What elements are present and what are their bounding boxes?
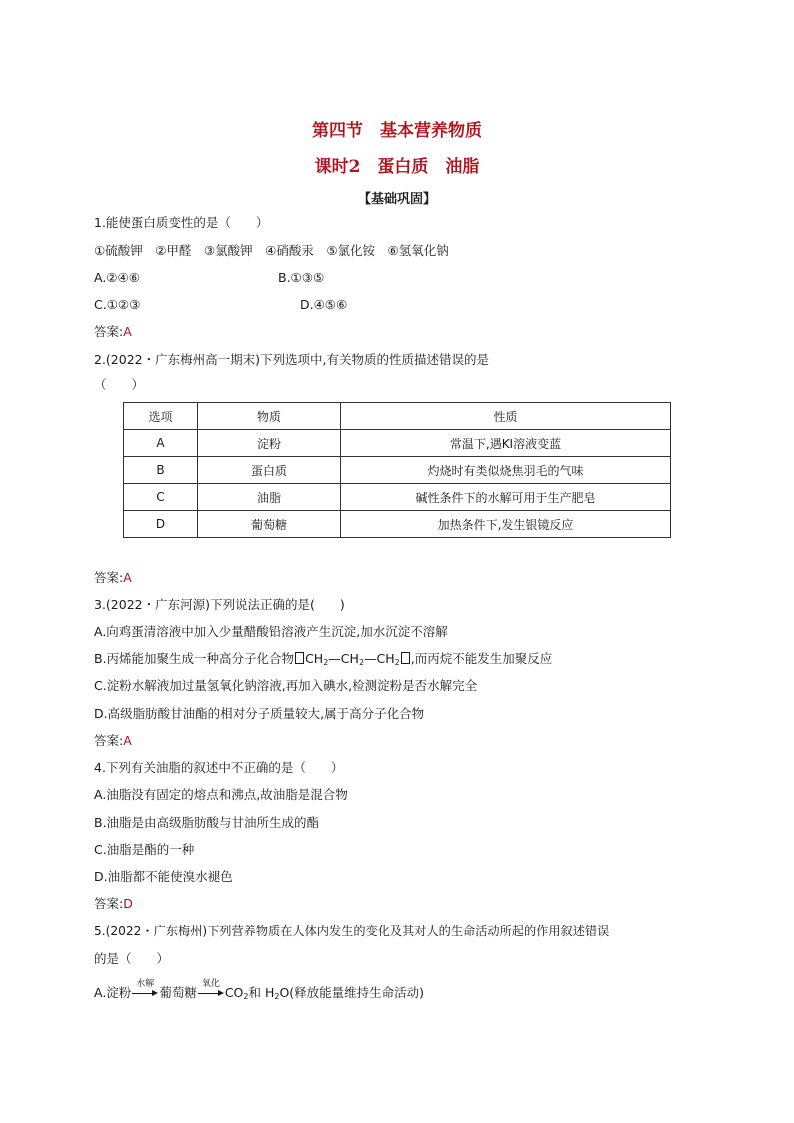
- reaction-arrow-icon: [131, 979, 159, 1001]
- q3-option-d: D.高级脂肪酸甘油酯的相对分子质量较大,属于高分子化合物: [94, 706, 425, 721]
- q4-option-c: C.油脂是酯的一种: [94, 842, 195, 857]
- table-cell: B: [124, 457, 198, 484]
- properties-table: [123, 402, 671, 538]
- q5-option-a: [94, 979, 425, 1001]
- q3-option-b-tail: ,而丙烷不能发生加聚反应: [410, 651, 553, 666]
- answer-value: D: [123, 896, 133, 911]
- q1-option-d: D.④⑤⑥: [300, 297, 348, 312]
- table-header: 性质: [341, 403, 671, 430]
- q4-answer: [94, 896, 133, 912]
- q5-stem-line1: 5.(2022・广东梅州)下列营养物质在人体内发生的变化及其对人的生命活动所起的作用叙述错误: [94, 924, 610, 938]
- table-header: 物质: [198, 403, 341, 430]
- q5-option-a-text: A.淀粉: [94, 985, 132, 1000]
- table-row: [124, 511, 671, 538]
- q3-option-a: A.向鸡蛋清溶液中加入少量醋酸铅溶液产生沉淀,加水沉淀不溶解: [94, 624, 448, 639]
- answer-label: 答案:: [94, 896, 124, 911]
- table-cell: 加热条件下,发生银镜反应: [341, 511, 671, 538]
- q3-option-b-text: B.丙烯能加聚生成一种高分子化合物: [94, 651, 295, 666]
- subscript: 2: [323, 658, 329, 667]
- q2-paren: （ ）: [94, 377, 145, 392]
- q4-stem: 4.下列有关油脂的叙述中不正确的是（ ）: [94, 760, 344, 775]
- q1-option-a: A.②④⑥: [94, 270, 140, 285]
- q2-stem: 2.(2022・广东梅州高一期末)下列选项中,有关物质的性质描述错误的是: [94, 352, 489, 367]
- bracket-box-icon: [295, 652, 304, 664]
- table-cell: D: [124, 511, 198, 538]
- q3-option-c: C.淀粉水解液加过量氢氧化钠溶液,再加入碘水,检测淀粉是否水解完全: [94, 678, 478, 693]
- q3-answer: [94, 733, 132, 749]
- q4-option-b: B.油脂是由高级脂肪酸与甘油所生成的酯: [94, 815, 320, 830]
- q2-answer: [94, 570, 132, 586]
- table-cell: 淀粉: [198, 430, 341, 457]
- section-heading: 【基础巩固】: [357, 192, 436, 207]
- q3-stem: 3.(2022・广东河源)下列说法正确的是( ): [94, 597, 345, 612]
- formula-part: —CH: [364, 651, 395, 666]
- formula-part: 和 H: [248, 985, 275, 1000]
- q4-option-a: A.油脂没有固定的熔点和沸点,故油脂是混合物: [94, 787, 348, 802]
- table-cell: A: [124, 430, 198, 457]
- answer-value: A: [123, 324, 132, 339]
- formula-part: CH: [305, 651, 324, 666]
- table-cell: 油脂: [198, 484, 341, 511]
- answer-value: A: [123, 570, 132, 585]
- table-cell: 蛋白质: [198, 457, 341, 484]
- table-cell: 葡萄糖: [198, 511, 341, 538]
- answer-label: 答案:: [94, 733, 124, 748]
- arrow-label: 氧化: [201, 979, 220, 989]
- formula-part: O(释放能量维持生命活动): [279, 985, 425, 1000]
- bracket-box-icon: [401, 652, 410, 664]
- subscript: 2: [274, 992, 280, 1001]
- q3-option-b: [94, 651, 552, 667]
- q5-option-a-mid: 葡萄糖: [159, 985, 197, 1000]
- answer-label: 答案:: [94, 324, 124, 339]
- answer-value: A: [123, 733, 132, 748]
- lesson-subtitle: 课时2 蛋白质 油脂: [314, 157, 480, 177]
- lesson-title: 第四节 基本营养物质: [312, 121, 482, 141]
- answer-label: 答案:: [94, 570, 124, 585]
- subscript: 2: [243, 992, 249, 1001]
- arrow-label: 水解: [136, 979, 155, 989]
- table-cell: 灼烧时有类似烧焦羽毛的气味: [341, 457, 671, 484]
- q5-stem-line2: 的是（ ）: [94, 951, 170, 966]
- subscript: 2: [394, 658, 400, 667]
- table-cell: C: [124, 484, 198, 511]
- table-cell: 碱性条件下的水解可用于生产肥皂: [341, 484, 671, 511]
- q1-stem: 1.能使蛋白质变性的是（ ）: [94, 215, 269, 230]
- subscript: 2: [358, 658, 365, 667]
- reaction-arrow-icon: [197, 979, 225, 1001]
- q1-items: ①硫酸钾 ②甲醛 ③氯酸钾 ④硝酸汞 ⑤氯化铵 ⑥氢氧化钠: [94, 243, 449, 258]
- table-header: 选项: [124, 403, 198, 430]
- table-cell: 常温下,遇KI溶液变蓝: [341, 430, 671, 457]
- q4-option-d: D.油脂都不能使溴水褪色: [94, 869, 233, 884]
- table-row: [124, 457, 671, 484]
- q1-answer: [94, 324, 132, 340]
- q1-option-c: C.①②③: [94, 297, 141, 312]
- table-row: [124, 430, 671, 457]
- q1-option-b: B.①③⑤: [278, 270, 325, 285]
- table-header-row: [124, 403, 671, 430]
- formula-part: —CH: [328, 651, 359, 666]
- table-row: [124, 484, 671, 511]
- formula-part: CO: [224, 985, 244, 1000]
